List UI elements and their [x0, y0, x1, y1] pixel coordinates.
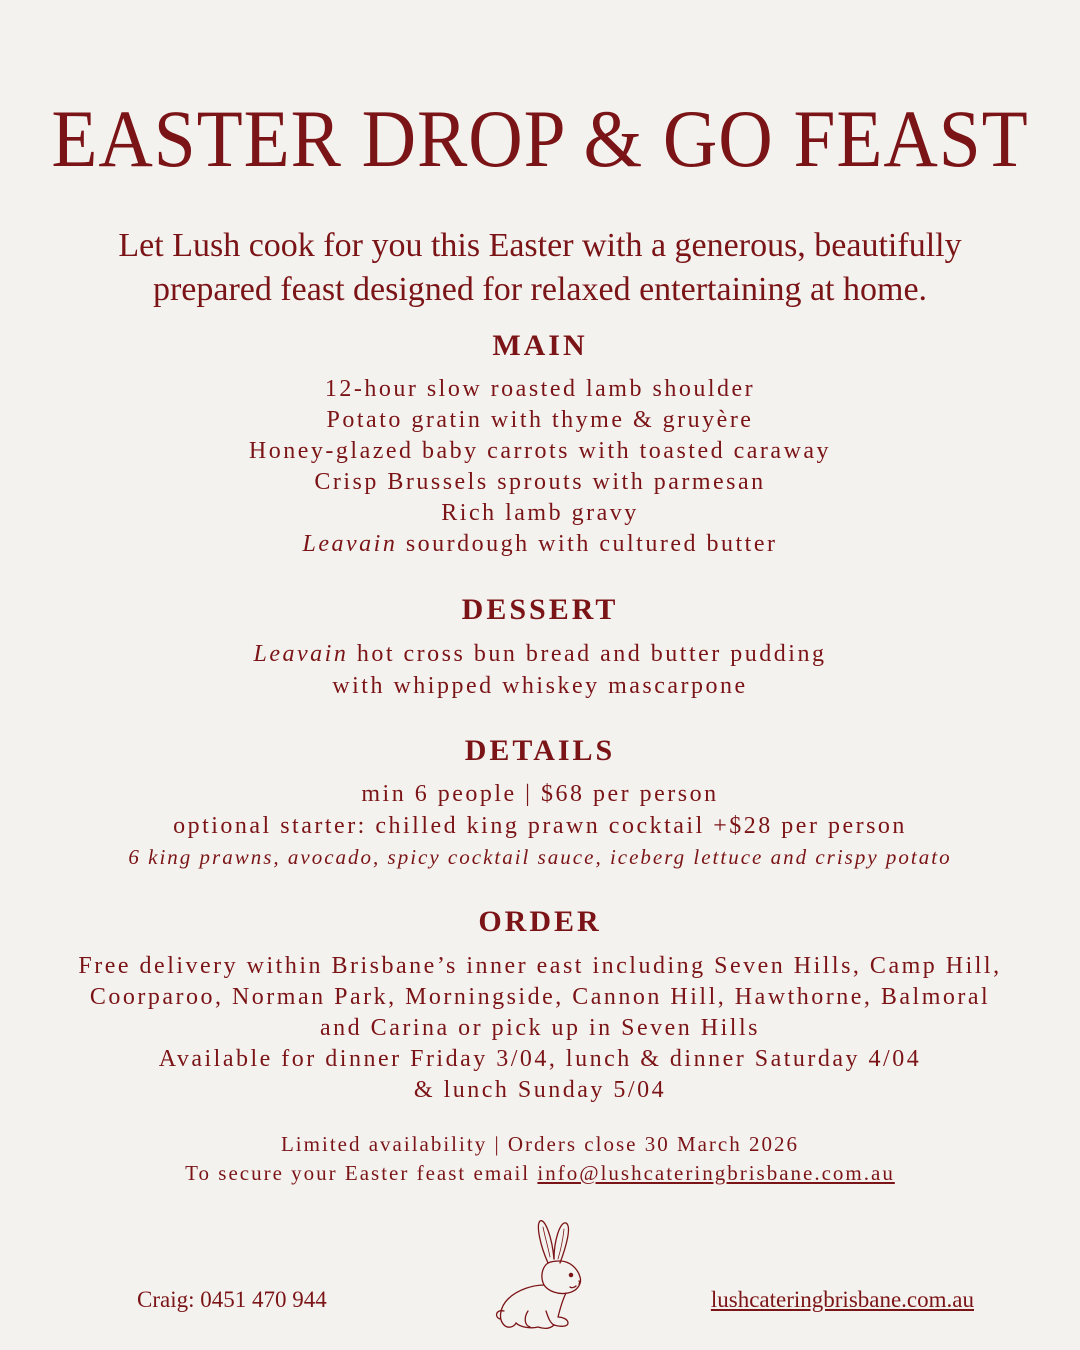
dessert-line-rest: hot cross bun bread and butter pudding — [348, 641, 827, 667]
dessert-heading: DESSERT — [461, 593, 619, 626]
details-heading: DETAILS — [464, 734, 616, 767]
email-link[interactable]: info@lushcateringbrisbane.com.au — [537, 1161, 895, 1185]
order-line: Coorparoo, Norman Park, Morningside, Cannon Hill, Hawthorne, Balmoral — [89, 984, 991, 1010]
intro-line-2: prepared feast designed for relaxed entertaining at home. — [152, 271, 928, 308]
availability-note — [0, 1130, 1080, 1188]
availability-line: Limited availability | Orders close 30 March 2026 — [280, 1132, 799, 1156]
menu-item: Potato gratin with thyme & gruyère — [326, 407, 754, 433]
menu-item: 12-hour slow roasted lamb shoulder — [324, 376, 756, 402]
order-list — [20, 951, 1060, 1106]
menu-item: Crisp Brussels sprouts with parmesan — [314, 469, 766, 495]
dessert-line — [20, 638, 1060, 670]
dessert-line: with whipped whiskey mascarpone — [332, 673, 748, 699]
menu-item — [20, 529, 1060, 560]
menu-item: Honey-glazed baby carrots with toasted caraway — [248, 438, 832, 464]
phone-contact: Craig: 0451 470 944 — [137, 1287, 327, 1312]
contact-prefix: To secure your Easter feast email — [185, 1161, 538, 1185]
dessert-italic: Leavain — [253, 641, 349, 667]
intro-line-1: Let Lush cook for you this Easter with a generous, beautifully — [118, 227, 962, 264]
order-heading: ORDER — [478, 905, 602, 938]
menu-item: Rich lamb gravy — [441, 500, 639, 526]
website-link[interactable]: lushcateringbrisbane.com.au — [710, 1287, 974, 1312]
order-line: & lunch Sunday 5/04 — [413, 1077, 667, 1103]
order-line: and Carina or pick up in Seven Hills — [320, 1015, 760, 1041]
dessert-list — [20, 638, 1060, 702]
bunny-icon — [490, 1215, 590, 1335]
order-line: Free delivery within Brisbane’s inner east including Seven Hills, Camp Hill, — [78, 953, 1002, 979]
intro-text — [40, 224, 1040, 312]
details-line: min 6 people | $68 per person — [361, 781, 719, 807]
details-list — [20, 778, 1060, 872]
menu-item-italic: Leavain — [302, 531, 398, 557]
main-menu-list — [20, 374, 1060, 560]
menu-item-rest: sourdough with cultured butter — [397, 531, 778, 557]
details-note: 6 king prawns, avocado, spicy cocktail sauce, iceberg lettuce and crispy potato — [128, 845, 952, 869]
contact-line — [0, 1159, 1080, 1188]
page-title: EASTER DROP & GO FEAST — [51, 93, 1029, 184]
details-line: optional starter: chilled king prawn cocktail +$28 per person — [173, 813, 907, 839]
order-line: Available for dinner Friday 3/04, lunch & dinner Saturday 4/04 — [158, 1046, 922, 1072]
main-heading: MAIN — [492, 329, 588, 362]
